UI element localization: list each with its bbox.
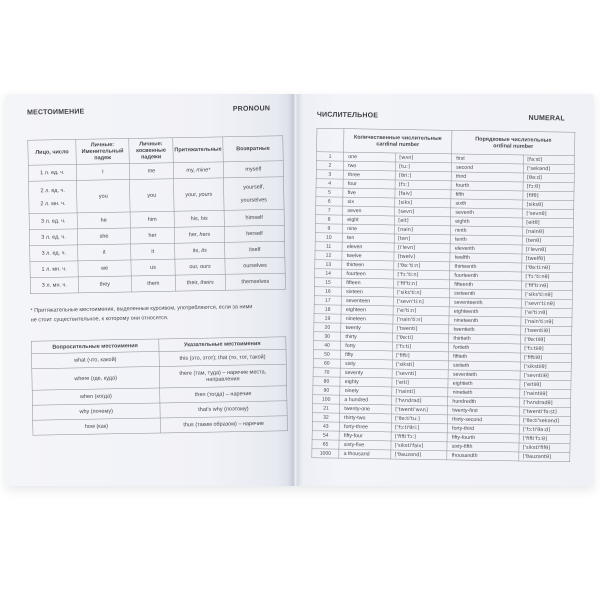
ordinal-transcription-cell: [fifθ] [523,191,574,201]
cardinal-word-cell: seventy [340,368,392,378]
numeral-table-body [312,152,575,462]
header-demonstrative-pronouns: Указательные местоимения [159,337,286,352]
cardinal-transcription-cell: [twelv] [394,252,450,262]
ordinal-word-cell: eighth [450,217,522,227]
ordinal-transcription-cell: ['θə:ti'sekənd] [519,416,570,426]
ordinal-transcription-cell: ['hʌndrədθ] [520,398,571,408]
ordinal-word-cell: fifty-fourth [447,433,519,443]
ordinal-transcription-cell: ['fifti'fɔ:θ] [519,434,570,444]
objective-cell: me [129,163,173,180]
cardinal-transcription-cell: ['sevn'ti:n] [393,297,449,307]
number-cell: 16 [314,287,341,296]
ordinal-transcription-cell: ['siks'ti:nθ] [521,290,572,300]
ordinal-transcription-cell: [θə:d] [523,173,574,183]
cardinal-word-cell: eighteen [341,305,393,315]
cardinal-transcription-cell: [eit] [394,216,450,226]
interrogative-cell: where (где, куда) [32,366,160,390]
ordinal-transcription-cell: ['sikstiiθ] [520,362,571,372]
interrogative-cell: what (что, какой) [32,351,159,368]
ordinal-word-cell: fifteenth [449,280,521,290]
nominative-cell: it [78,244,131,261]
left-page-title-en: PRONOUN [232,103,271,113]
pronoun-table-row [29,177,285,214]
header-person-number: Лицо, число [28,139,76,165]
cardinal-transcription-cell: ['θə:'ti:n] [394,261,450,271]
ordinal-transcription-cell: ['fɔ:tiiθ] [520,344,571,354]
objective-cell: us [131,259,175,276]
possessive-cell: your, yours [174,178,225,211]
ordinal-transcription-cell: [twelfθ] [522,254,573,264]
cardinal-transcription-cell: ['siksti] [392,360,448,370]
interrogative-cell: how (как) [33,418,160,435]
header-cardinal-number: Количественные числительные cardinal number [344,129,452,154]
number-cell: 14 [315,269,342,278]
ordinal-transcription-cell: ['θə:tiiθ] [521,335,572,345]
cardinal-transcription-cell: ['θə:ti] [393,333,449,343]
ordinal-word-cell: seventh [451,208,523,218]
number-cell: 30 [314,332,341,341]
ordinal-word-cell: fourth [451,181,523,191]
header-possessive: Притяжательные [173,137,223,163]
cardinal-word-cell: twenty [341,323,393,333]
cardinal-transcription-cell: ['fɔ:ti] [392,342,448,352]
objective-cell: them [131,275,175,292]
ordinal-transcription-cell: [eitθ] [522,218,573,228]
ordinal-transcription-cell: ['θauzəntθ] [519,452,570,462]
page-right [294,94,594,486]
cardinal-word-cell: forty-three [339,422,391,432]
ordinal-word-cell: fortieth [448,343,520,353]
reflexive-cell: itself [225,241,285,258]
cardinal-word-cell: seventeen [341,296,393,306]
cardinal-transcription-cell: ['siks'ti:n] [393,288,449,298]
cardinal-transcription-cell: ['fifti] [392,351,448,361]
cardinal-word-cell: sixty [340,359,392,369]
person-cell: 1 л. мн. ч. [30,261,78,278]
cardinal-word-cell: thirteen [342,260,394,270]
cardinal-transcription-cell: ['θə:ti'tu:] [391,414,447,424]
header-interrogative-pronouns: Вопросительные местоимения [31,339,158,354]
ordinal-word-cell: sixth [451,199,523,209]
ordinal-word-cell: eighteenth [449,307,521,317]
demonstrative-cell: thus (таким образом) – наречие [160,416,287,433]
possessive-cell: its, its [175,242,225,259]
ordinal-word-cell: tenth [450,235,522,245]
ordinal-transcription-cell: [fə:st] [523,155,574,165]
cardinal-word-cell: fifty-four [339,431,391,441]
number-cell: 80 [313,377,340,386]
possessive-cell: her, hers [174,226,224,243]
page-left [5,94,294,486]
number-cell: 50 [313,350,340,359]
number-cell: 6 [316,197,343,206]
ordinal-transcription-cell: ['sevnθ] [523,209,574,219]
reflexive-cell: himself [224,209,284,226]
cardinal-word-cell: sixty-five [339,440,391,450]
cardinal-transcription-cell: ['twenti'wʌn] [391,405,447,415]
ordinal-word-cell: fiftieth [448,352,520,362]
ordinal-word-cell: twenty-first [447,406,519,416]
cardinal-transcription-cell: ['sevnti] [392,369,448,379]
number-cell: 18 [314,305,341,314]
ordinal-word-cell: hundredth [448,397,520,407]
ordinal-transcription-cell: ['fɔ:'ti:nθ] [522,272,573,282]
cardinal-transcription-cell: ['fifti'fɔ:] [391,432,447,442]
reflexive-cell: yourself, yourselves [223,177,284,211]
right-page-header [317,110,575,122]
left-page-header [27,104,282,116]
ordinal-word-cell: third [451,172,523,182]
cardinal-word-cell: fourteen [342,269,394,279]
objective-cell: him [130,211,174,228]
cardinal-transcription-cell: ['θauzənd] [391,450,447,460]
reflexive-cell: ourselves [225,257,285,274]
nominative-cell: she [77,228,130,245]
demonstrative-cell: then (тогда) – наречие [159,386,286,403]
ordinal-transcription-cell: ['siksti'fifθ] [519,443,570,453]
ordinal-word-cell: ninth [450,226,522,236]
cardinal-word-cell: ten [342,233,394,243]
possessive-italic-form: its [201,247,207,254]
number-cell: 54 [312,431,339,440]
cardinal-transcription-cell: [sevn] [395,207,451,217]
nominative-cell: he [77,212,130,229]
number-cell: 20 [314,323,341,332]
number-cell: 40 [313,341,340,350]
ordinal-transcription-cell: ['fif'ti:nθ] [521,281,572,291]
number-cell: 1 [316,152,343,161]
ordinal-transcription-cell: ['fiftiiθ] [520,353,571,363]
number-cell: 15 [314,278,341,287]
cardinal-word-cell: eighty [340,377,392,387]
ordinal-word-cell: eightieth [448,379,520,389]
cardinal-transcription-cell: [faiv] [395,189,451,199]
cardinal-transcription-cell: ['fɔ:ti'θri:] [391,423,447,433]
demonstrative-cell: that's why (поэтому) [160,401,287,418]
number-cell: 8 [315,215,342,224]
number-cell: 32 [312,413,339,422]
demonstrative-cell: there (там, туда) – наречие места, направления [159,364,287,388]
cardinal-word-cell: eight [342,215,394,225]
ordinal-word-cell: thousandth [447,451,519,461]
ordinal-word-cell: fourteenth [450,271,522,281]
cardinal-word-cell: eleven [342,242,394,252]
ordinal-transcription-cell: [siksθ] [523,200,574,210]
ordinal-transcription-cell: [fɔ:θ] [523,182,574,192]
ordinal-word-cell: sixtieth [448,361,520,371]
number-cell: 10 [315,233,342,242]
right-page-content [312,110,575,462]
ordinal-word-cell: first [451,154,523,164]
header-ordinal-number: Порядковые числительные ordinal number [452,130,575,155]
ordinal-transcription-cell: [i'levnθ] [522,245,573,255]
cardinal-transcription-cell: ['hʌndrəd] [392,396,448,406]
possessive-footnote: * Притяжательные местоимения, выделенные курсивом, употребляются, если за ними не стоит существительное, к которому они относятся. [30,303,253,323]
possessive-italic-form: theirs [200,279,214,286]
ordinal-transcription-cell: ['eitiiθ] [520,380,571,390]
cardinal-word-cell: a hundred [340,395,392,405]
header-personal-nominative: Личные: Именительный падеж [76,138,129,164]
interrogative-table [31,337,288,436]
ordinal-transcription-cell: ['sevn'ti:nθ] [521,299,572,309]
cardinal-word-cell: forty [340,341,392,351]
nominative-cell: I [76,163,129,180]
cardinal-word-cell: three [343,170,395,180]
cardinal-word-cell: seven [343,206,395,216]
ordinal-word-cell: thirty-second [447,415,519,425]
ordinal-word-cell: ninetieth [448,388,520,398]
possessive-cell: his, his [174,210,224,227]
number-cell: 21 [312,404,339,413]
reflexive-cell: myself [223,161,283,178]
nominative-cell: we [78,260,131,277]
cardinal-word-cell: one [343,152,395,162]
ordinal-word-cell: eleventh [450,244,522,254]
ordinal-transcription-cell: ['nain'ti:nθ] [521,317,572,327]
header-personal-oblique: Личные: косвенные падежи [129,138,173,164]
cardinal-transcription-cell: [nain] [394,225,450,235]
cardinal-transcription-cell: ['twenti] [393,324,449,334]
ordinal-word-cell: second [451,163,523,173]
ordinal-transcription-cell: ['θə:ti:nθ] [522,263,573,273]
cardinal-word-cell: a thousand [339,449,391,459]
objective-cell: her [130,227,174,244]
possessive-italic-form: mine* [196,166,211,174]
interrogative-cell: when (когда) [32,388,159,405]
number-cell: 3 [316,170,343,179]
number-cell: 12 [315,251,342,260]
header-reflexive: Возвратные [223,136,283,162]
book-spread [5,94,594,486]
cardinal-word-cell: sixteen [341,287,393,297]
ordinal-transcription-cell: [nainθ] [522,227,573,237]
left-page-content [27,104,288,436]
objective-cell: you [130,179,175,212]
cardinal-word-cell: two [343,161,395,171]
ordinal-word-cell: fifth [451,190,523,200]
person-cell: 1 л. ед. ч. [28,164,76,181]
person-cell: 3 л. ед. ч. [30,245,78,262]
number-cell: 5 [316,188,343,197]
person-cell: 2 л. ед. ч. 2 л. мн. ч. [29,180,78,213]
number-cell: 43 [312,422,339,431]
cardinal-transcription-cell: [wʌn] [395,153,451,163]
ordinal-word-cell: sixteenth [449,289,521,299]
ordinal-word-cell: seventeenth [449,298,521,308]
number-cell: 100 [313,395,340,404]
ordinal-transcription-cell: ['twenti'fə:st] [519,407,570,417]
ordinal-word-cell: thirtieth [449,334,521,344]
cardinal-word-cell: six [343,197,395,207]
interrogative-table-row [33,416,288,435]
cardinal-word-cell: fifteen [341,278,393,288]
possessive-cell: my, mine* [173,162,223,179]
cardinal-word-cell: twenty-one [339,404,391,414]
possessive-italic-form: yours [198,191,213,198]
cardinal-transcription-cell: ['nainti] [392,387,448,397]
cardinal-transcription-cell: [θri:] [395,171,451,181]
nominative-cell: they [78,276,131,293]
possessive-cell: our, ours [175,258,225,275]
ordinal-word-cell: nineteenth [449,316,521,326]
ordinal-transcription-cell: ['naintiiθ] [520,389,571,399]
ordinal-transcription-cell: ['fɔ:ti'θə:d] [519,425,570,435]
cardinal-word-cell: nine [342,224,394,234]
cardinal-word-cell: thirty [341,332,393,342]
cardinal-word-cell: five [343,188,395,198]
cardinal-transcription-cell: ['ei'ti:n] [393,306,449,316]
number-cell: 65 [312,440,339,449]
cardinal-transcription-cell: [i'levn] [394,243,450,253]
person-cell: 3 л. мн. ч. [30,277,78,294]
number-cell: 60 [313,359,340,368]
number-cell: 9 [315,224,342,233]
cardinal-transcription-cell: [siks] [395,198,451,208]
ordinal-transcription-cell: [tenθ] [522,236,573,246]
ordinal-word-cell: forty-third [447,424,519,434]
number-cell: 17 [314,296,341,305]
cardinal-transcription-cell: [fɔ:] [395,180,451,190]
cardinal-transcription-cell: ['siksti'faiv] [391,441,447,451]
cardinal-transcription-cell: ['fif'ti:n] [393,279,449,289]
ordinal-word-cell: twentieth [449,325,521,335]
objective-cell: it [131,243,175,260]
nominative-cell: you [77,179,131,212]
possessive-italic-form: hers [199,231,211,238]
cardinal-transcription-cell: [ten] [394,234,450,244]
number-cell: 70 [313,368,340,377]
possessive-italic-form: ours [199,263,211,270]
number-cell: 90 [313,386,340,395]
number-cell: 4 [316,179,343,188]
numeral-table [312,128,576,462]
cardinal-transcription-cell: ['eiti] [392,378,448,388]
number-cell: 13 [315,260,342,269]
ordinal-word-cell: sixty-fifth [447,442,519,452]
number-cell: 11 [315,242,342,251]
pronoun-table [28,136,286,294]
left-page-title-ru: МЕСТОИМЕНИЕ [27,106,85,116]
possessive-cell: their, theirs [175,274,225,291]
ordinal-transcription-cell: ['sevntiiθ] [520,371,571,381]
demonstrative-cell: this (это, этот); that (то, тот, такой) [159,349,286,366]
ordinal-transcription-cell: ['twentiiθ] [521,326,572,336]
pronoun-table-row [30,273,285,293]
number-cell: 2 [316,161,343,170]
ordinal-transcription-cell: ['ei'ti:nθ] [521,308,572,318]
ordinal-word-cell: thirteenth [450,262,522,272]
ordinal-transcription-cell: ['sekənd] [523,164,574,174]
possessive-italic-form: his [200,215,208,222]
cardinal-transcription-cell: ['fɔ:'ti:n] [394,270,450,280]
ordinal-word-cell: seventieth [448,370,520,380]
interrogative-cell: why (почему) [32,403,159,420]
cardinal-word-cell: ninety [340,386,392,396]
person-cell: 3 л. ед. ч. [29,229,77,246]
person-cell: 3 л. ед. ч. [29,213,77,230]
reflexive-cell: themselves [225,273,285,290]
cardinal-word-cell: fifty [340,350,392,360]
right-page-title-ru: ЧИСЛИТЕЛЬНОЕ [316,110,379,119]
reflexive-cell: herself [224,225,284,242]
right-page-title-en: NUMERAL [528,113,565,122]
number-cell: 1000 [312,449,339,458]
cardinal-word-cell: twelve [342,251,394,261]
ordinal-word-cell: twelfth [450,253,522,263]
pronoun-table-body [28,161,285,294]
number-cell: 7 [316,206,343,215]
number-cell: 19 [314,314,341,323]
cardinal-transcription-cell: [tu:] [395,162,451,172]
header-number-blank [317,128,344,152]
cardinal-word-cell: nineteen [341,314,393,324]
interrogative-table-body [32,349,288,435]
cardinal-word-cell: four [343,179,395,189]
cardinal-word-cell: thirty-two [339,413,391,423]
cardinal-transcription-cell: ['nain'ti:n] [393,315,449,325]
